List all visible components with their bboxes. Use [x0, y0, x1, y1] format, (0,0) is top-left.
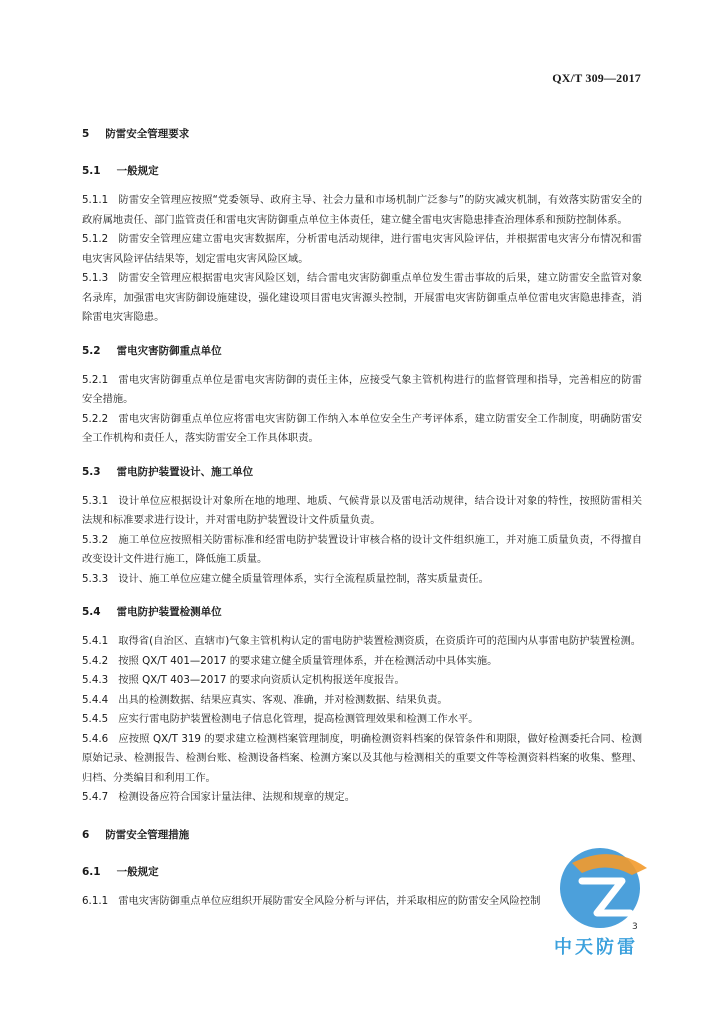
- section-number: 5.1: [82, 165, 101, 177]
- clause-number: 5.4.3: [82, 674, 109, 686]
- clause-text: 防雷安全管理应根据雷电灾害风险区划，结合雷电灾害防御重点单位发生雷击事故的后果，建立防雷安全监管对象名录库，加强雷电灾害防御设施建设，强化建设项目雷电灾害源头控制，开展雷电灾害防御重点单位雷电灾害隐患排查，消除雷电灾害隐患。: [82, 272, 642, 323]
- clause-5-3-1: [82, 492, 642, 531]
- clause-number: 6.1.1: [82, 894, 109, 907]
- section-number: 5: [82, 128, 90, 140]
- clause-number: 5.2.1: [82, 373, 109, 386]
- clause-5-2-2: [82, 410, 642, 449]
- clause-5-4-2: [82, 652, 642, 672]
- clause-number: 5.3.2: [82, 533, 109, 546]
- clause-number: 5.1.2: [82, 233, 109, 245]
- section-5-1-heading: [82, 164, 642, 178]
- section-5-heading: [82, 127, 642, 141]
- clause-number: 5.4.2: [82, 654, 109, 667]
- section-5-4-heading: [82, 605, 642, 619]
- clause-5-4-5: [82, 710, 642, 730]
- clause-number: 5.1.3: [82, 272, 109, 284]
- clause-text: 防雷安全管理应按照“党委领导、政府主导、社会力量和市场机制广泛参与”的防灾减灾机制，有效落实防雷安全的政府属地责任、部门监管责任和雷电灾害防御重点单位主体责任，建立健全雷电灾害隐患排查治理体系和预防控制体系。: [82, 194, 642, 226]
- clause-number: 5.4.5: [82, 713, 109, 725]
- clause-text: 雷电灾害防御重点单位是雷电灾害防御的责任主体，应接受气象主管机构进行的监督管理和指导，完善相应的防雷安全措施。: [82, 373, 642, 405]
- clause-number: 5.4.7: [82, 791, 109, 803]
- section-number: 6: [82, 828, 90, 841]
- section-title: 防雷安全管理要求: [105, 128, 190, 140]
- clause-number: 5.3.1: [82, 494, 109, 507]
- clause-5-2-1: [82, 371, 642, 410]
- clause-text: 雷电灾害防御重点单位应组织开展防雷安全风险分析与评估，并采取相应的防雷安全风险控制: [118, 894, 541, 907]
- clause-text: 雷电灾害防御重点单位应将雷电灾害防御工作纳入本单位安全生产考评体系，建立防雷安全工作制度，明确防雷安全工作机构和责任人，落实防雷安全工作具体职责。: [82, 412, 642, 444]
- section-number: 5.3: [82, 465, 101, 478]
- clause-5-3-3: [82, 570, 642, 590]
- clause-5-4-4: [82, 691, 642, 711]
- standard-code: QX/T 309—2017: [552, 71, 641, 85]
- clause-text: 设计单位应根据设计对象所在地的地理、地质、气候背景以及雷电活动规律，结合设计对象的特性，按照防雷相关法规和标准要求进行设计，并对雷电防护装置设计文件质量负责。: [82, 494, 642, 526]
- clause-number: 5.4.4: [82, 693, 109, 706]
- section-title: 雷电防护装置设计、施工单位: [116, 465, 254, 478]
- clause-5-1-1: [82, 191, 642, 230]
- section-title: 一般规定: [116, 865, 159, 878]
- clause-text: 取得省(自治区、直辖市)气象主管机构认定的雷电防护装置检测资质，在资质许可的范围内从事雷电防护装置检测。: [118, 635, 642, 647]
- clause-number: 5.4.1: [82, 635, 109, 647]
- section-number: 5.4: [82, 606, 101, 618]
- watermark-text: 中天防雷: [554, 937, 638, 958]
- clause-5-4-1: [82, 632, 642, 652]
- clause-text: 按照 QX/T 403—2017 的要求向资质认定机构报送年度报告。: [118, 674, 405, 686]
- clause-text: 施工单位应按照相关防雷标准和经雷电防护装置设计审核合格的设计文件组织施工，并对施工质量负责，不得擅自改变设计文件进行施工，降低施工质量。: [82, 533, 642, 565]
- clause-5-4-6: [82, 730, 642, 789]
- section-title: 防雷安全管理措施: [105, 828, 190, 841]
- section-5-2-heading: [82, 344, 642, 358]
- clause-text: 防雷安全管理应建立雷电灾害数据库，分析雷电活动规律，进行雷电灾害风险评估，并根据雷电灾害分布情况和雷电灾害风险评估结果等，划定雷电灾害风险区域。: [82, 233, 642, 265]
- section-title: 雷电灾害防御重点单位: [116, 344, 222, 357]
- clause-5-4-7: [82, 788, 642, 808]
- clause-text: 检测设备应符合国家计量法律、法规和规章的规定。: [118, 791, 356, 803]
- clause-number: 5.2.2: [82, 412, 109, 425]
- clause-text: 应按照 QX/T 319 的要求建立检测档案管理制度，明确检测资料档案的保管条件和期限，做好检测委托合同、检测原始记录、检测报告、检测台账、检测设备档案、检测方案以及其他与检测相关的重要文件等检测资料档案的收集、整理、归档、分类编目和利用工作。: [82, 732, 642, 784]
- clause-text: 设计、施工单位应建立健全质量管理体系，实行全流程质量控制，落实质量责任。: [118, 572, 489, 585]
- clause-text: 按照 QX/T 401—2017 的要求建立健全质量管理体系，并在检测活动中具体实施。: [118, 654, 498, 667]
- page-number: 3: [632, 922, 638, 932]
- section-5-3-heading: [82, 465, 642, 479]
- section-number: 6.1: [82, 865, 101, 878]
- section-number: 5.2: [82, 344, 101, 357]
- clause-number: 5.4.6: [82, 732, 109, 745]
- section-6-heading: [82, 828, 642, 842]
- section-title: 一般规定: [116, 165, 159, 177]
- clause-text: 应实行雷电防护装置检测电子信息化管理，提高检测管理效果和检测工作水平。: [118, 713, 479, 725]
- clause-text: 出具的检测数据、结果应真实、客观、准确，并对检测数据、结果负责。: [118, 693, 448, 706]
- clause-5-3-2: [82, 531, 642, 570]
- section-title: 雷电防护装置检测单位: [116, 606, 222, 618]
- clause-5-4-3: [82, 671, 642, 691]
- clause-5-1-3: [82, 269, 642, 328]
- clause-number: 5.1.1: [82, 194, 109, 206]
- page-body: [82, 118, 642, 911]
- clause-number: 5.3.3: [82, 572, 109, 585]
- clause-5-1-2: [82, 230, 642, 269]
